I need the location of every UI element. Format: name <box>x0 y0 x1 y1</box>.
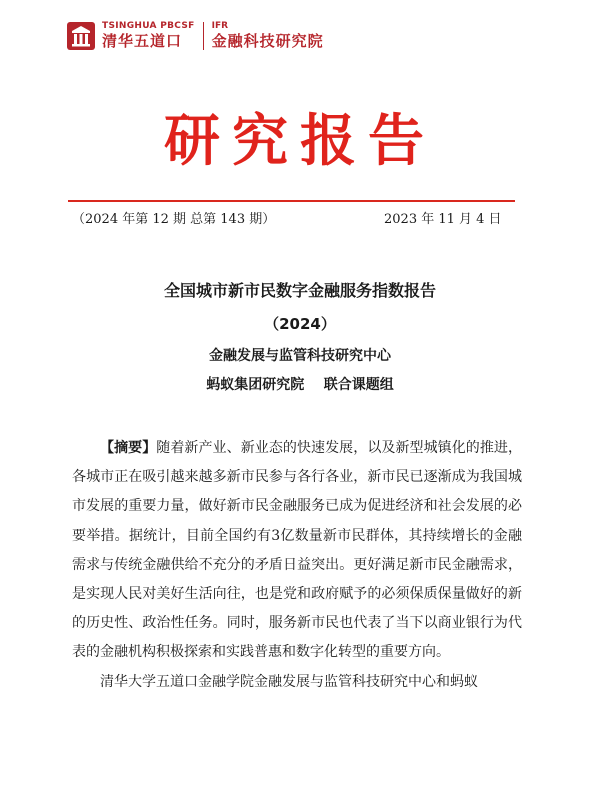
document-year: （2024） <box>264 315 336 333</box>
body-paragraph: 清华大学五道口金融学院金融发展与监管科技研究中心和蚂蚁 <box>100 673 478 690</box>
ifr-chinese-name: 金融科技研究院 <box>211 32 324 50</box>
author-line-1: 金融发展与监管科技研究中心 <box>209 348 391 364</box>
abstract-paragraph <box>72 434 522 668</box>
institution-logo <box>66 18 324 54</box>
header-rule <box>68 200 515 202</box>
document-title: 全国城市新市民数字金融服务指数报告 <box>163 281 436 300</box>
logo-divider <box>203 22 204 50</box>
issue-number: （2024 年第 12 期 总第 143 期） <box>72 212 276 227</box>
pbcsf-wordmark <box>102 21 195 51</box>
abstract-label: 【摘要】 <box>100 440 157 456</box>
pbcsf-emblem-icon <box>66 21 96 51</box>
ifr-english-name: IFR <box>211 21 229 31</box>
abstract-section <box>72 434 522 697</box>
pbcsf-english-name: TSINGHUA PBCSF <box>102 21 195 31</box>
author-line-2: 蚂蚁集团研究院 联合课题组 <box>206 377 394 393</box>
pbcsf-chinese-name: 清华五道口 <box>102 32 183 50</box>
publication-date: 2023 年 11 月 4 日 <box>384 212 502 227</box>
abstract-body: 随着新产业、新业态的快速发展，以及新型城镇化的推进，各城市正在吸引越来越多新市民参与各行各业，新市民已逐渐成为我国城市发展的重要力量，做好新市民金融服务已成为促进经济和社会发展的必要举措。据统计，目前全国约有3亿数量新市民群体，其持续增长的金融需求与传统金融供给不充分的矛盾日益突出。更好满足新市民金融需求，是实现人民对美好生活向往，也是党和政府赋予的必须保质保量做好的新的历史性、政治性任务。同时，服务新市民也代表了当下以商业银行为代表的金融机构积极探索和实践普惠和数字化转型的重要方向。 <box>72 440 523 661</box>
report-heading: 研究报告 <box>164 108 436 174</box>
ifr-wordmark <box>212 21 324 51</box>
